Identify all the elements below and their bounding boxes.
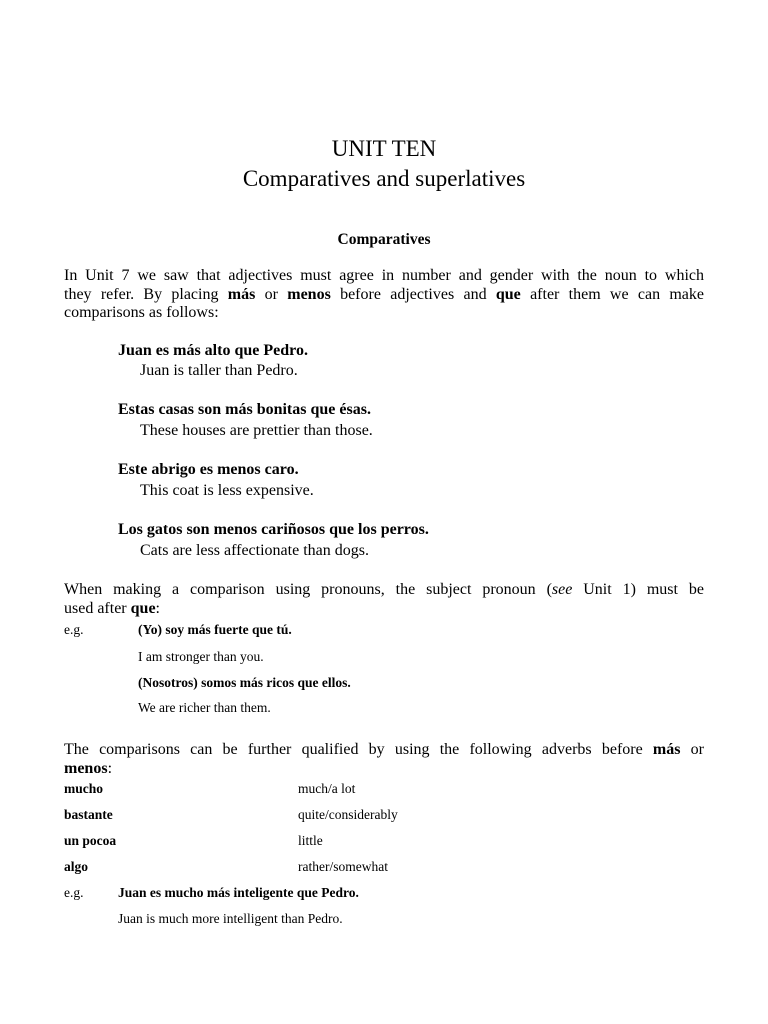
unit-number: UNIT TEN [331,136,437,161]
example-english: Cats are less affectionate than dogs. [140,542,369,559]
adverb-meaning: rather/somewhat [298,859,388,874]
unit-title: Comparatives and superlatives [242,166,526,191]
adverb-meaning: quite/considerably [298,807,398,822]
adverb-word: algo [64,859,89,874]
intro-line-1: In Unit 7 we saw that adjectives must agree in number and gender with the noun to which [64,267,704,284]
adverb-word: bastante [64,807,113,822]
adverb-paragraph [64,741,704,778]
intro-line-2: they refer. By placing más or menos before adjectives and que after them we can make [64,285,705,303]
example-spanish: Los gatos son menos cariñosos que los perros. [118,521,429,538]
example-spanish: Estas casas son más bonitas que ésas. [118,401,371,418]
pronoun-example-english: We are richer than them. [138,700,271,715]
adverb-meaning: much/a lot [298,781,356,796]
intro-line-3: comparisons as follows: [64,304,219,321]
pronoun-example-spanish: (Nosotros) somos más ricos que ellos. [138,675,351,690]
adverb-line-2: menos: [64,759,113,777]
adverb-meaning: little [298,833,323,848]
pronoun-line-1: When making a comparison using pronouns, the subject pronoun (see Unit 1) must be [64,581,704,598]
pronoun-paragraph [64,581,704,618]
example-english: Juan is taller than Pedro. [140,362,298,379]
example-english: These houses are prettier than those. [140,422,373,439]
example-english: This coat is less expensive. [140,482,314,499]
eg-label: e.g. [64,622,84,637]
example-spanish: Este abrigo es menos caro. [118,461,299,478]
adverb-line-1: The comparisons can be further qualified by using the following adverbs before más or [64,741,704,758]
final-example-english: Juan is much more intelligent than Pedro. [118,911,343,926]
section-heading: Comparatives [337,231,431,248]
pronoun-example-english: I am stronger than you. [138,649,264,664]
intro-paragraph [64,267,704,323]
pronoun-line-2: used after que: [64,599,160,617]
adverb-word: mucho [64,781,104,796]
example-spanish: Juan es más alto que Pedro. [118,342,308,359]
pronoun-example-spanish: (Yo) soy más fuerte que tú. [138,622,292,637]
eg-label: e.g. [64,885,84,900]
adverb-word: un pocoa [64,833,117,848]
final-example-spanish: Juan es mucho más inteligente que Pedro. [118,885,359,900]
